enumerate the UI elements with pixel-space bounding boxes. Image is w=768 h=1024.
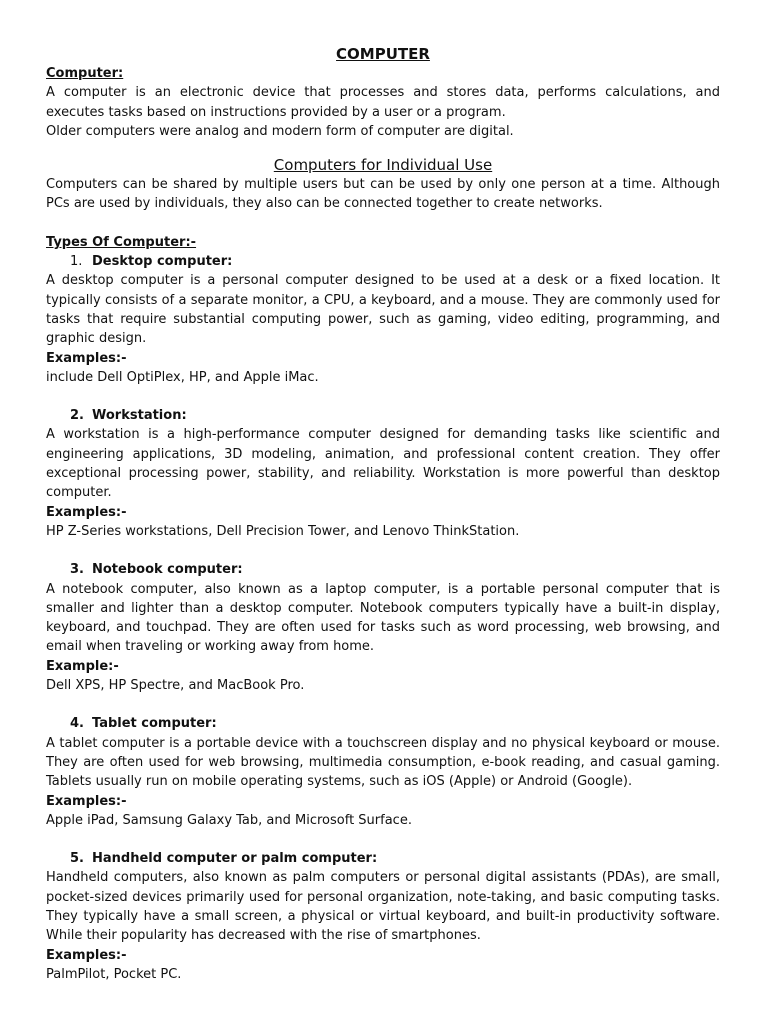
examples-label: Examples:- [46, 350, 127, 366]
type-item-title [46, 252, 720, 271]
type-item-number: 3. [70, 562, 84, 578]
spacer [46, 214, 720, 233]
individual-use-title: Computers for Individual Use [273, 156, 493, 175]
type-item-number: 1. [70, 254, 83, 270]
spacer [46, 830, 720, 849]
examples-label: Examples:- [46, 504, 127, 520]
types-heading: Types Of Computer:- [46, 234, 197, 250]
type-item-title [46, 849, 720, 868]
spacer [46, 387, 720, 406]
computer-heading: Computer: [46, 66, 124, 81]
examples-text: PalmPilot, Pocket PC. [46, 966, 182, 982]
computer-definition: A computer is an electronic device that processes and stores data, performs calculations, and executes tasks based on instructions provided by a user or a program. [46, 85, 720, 120]
examples-label: Examples:- [46, 793, 127, 809]
examples-text: Apple iPad, Samsung Galaxy Tab, and Microsoft Surface. [46, 812, 412, 828]
type-item-title-text: Workstation: [92, 408, 187, 424]
type-item-title [46, 714, 720, 733]
examples-text: include Dell OptiPlex, HP, and Apple iMac. [46, 369, 319, 385]
type-item-title-text: Tablet computer: [92, 716, 217, 732]
type-item-description: A workstation is a high-performance computer designed for demanding tasks like scientific and engineering applications, 3D modeling, animation, and professional content creation. They offer exceptional processing power, stability, and reliability. Workstation is more powerful than desktop computer. [46, 427, 720, 501]
spacer [46, 695, 720, 714]
type-item-title-text: Desktop computer: [92, 254, 233, 270]
type-item-number: 2. [70, 408, 84, 424]
type-item-description: A tablet computer is a portable device with a touchscreen display and no physical keyboard or mouse. They are often used for web browsing, multimedia consumption, e-book reading, and casual gaming. Tablets usually run on mobile operating systems, such as iOS (Apple) or Android (Google). [46, 735, 720, 790]
examples-text: HP Z-Series workstations, Dell Precision Tower, and Lenovo ThinkStation. [46, 523, 520, 539]
type-item-description: A notebook computer, also known as a laptop computer, is a portable personal computer that is smaller and lighter than a desktop computer. Notebook computers typically have a built-in display, keyboard, and touchpad. They are often used for tasks such as word processing, web browsing, and email when traveling or working away from home. [46, 581, 720, 655]
type-item-description: A desktop computer is a personal computer designed to be used at a desk or a fixed location. It typically consists of a separate monitor, a CPU, a keyboard, and a mouse. They are commonly used for tasks that require substantial computing power, such as gaming, video editing, programming, and graphic design. [46, 273, 720, 347]
type-item-title [46, 560, 720, 579]
type-item-number: 5. [70, 851, 84, 867]
type-item-title-text: Handheld computer or palm computer: [92, 851, 378, 867]
document-page [46, 44, 720, 984]
computer-note: Older computers were analog and modern form of computer are digital. [46, 123, 514, 139]
individual-use-text: Computers can be shared by multiple users but can be used by only one person at a time. Although PCs are used by individuals, they also can be connected together to create networks. [46, 177, 720, 212]
type-item-title [46, 406, 720, 425]
type-item-description: Handheld computers, also known as palm computers or personal digital assistants (PDAs), are small, pocket-sized devices primarily used for personal organization, note-taking, and basic computing tasks. They typically have a small screen, a physical or virtual keyboard, and built-in productivity software. While their popularity has decreased with the rise of smartphones. [46, 870, 720, 944]
type-item-title-text: Notebook computer: [92, 562, 243, 578]
document-title: COMPUTER [336, 45, 430, 63]
examples-text: Dell XPS, HP Spectre, and MacBook Pro. [46, 678, 305, 694]
examples-label: Examples:- [46, 947, 127, 963]
examples-label: Example:- [46, 658, 119, 674]
spacer [46, 541, 720, 560]
type-item-number: 4. [70, 716, 84, 732]
